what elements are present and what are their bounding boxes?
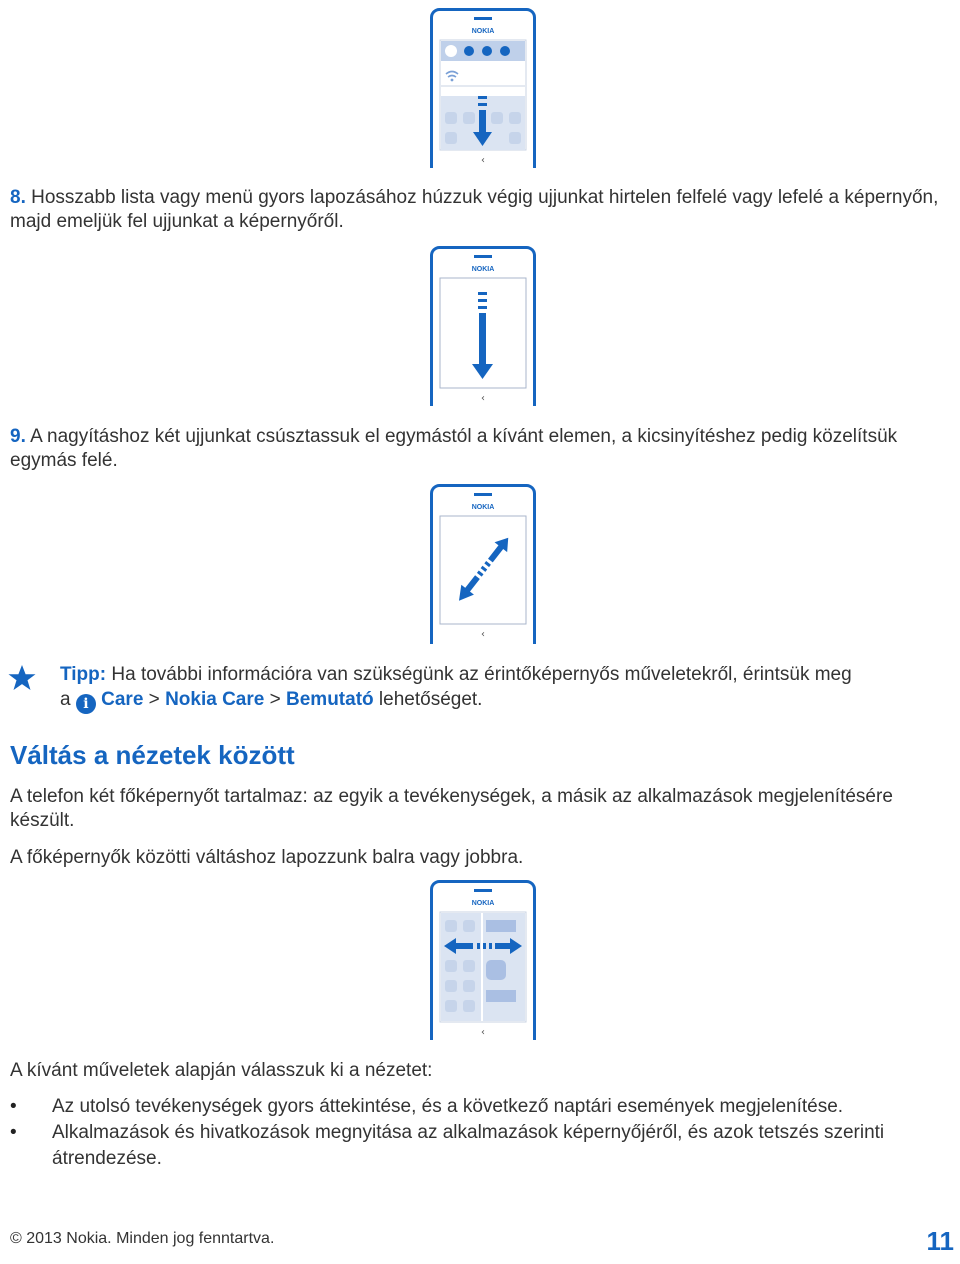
brand-label: NOKIA	[471, 504, 495, 511]
brand-label: NOKIA	[471, 900, 495, 907]
intro-paragraph: A telefon két főképernyőt tartalmaz: az egyik a tevékenységek, a másik az alkalmazások megjelenítésére készült.	[10, 786, 893, 831]
step-text: Hosszabb lista vagy menü gyors lapozásához húzzuk végig ujjunkat hirtelen felfelé vagy lefelé a képernyőn, majd emeljük fel ujjunkat a képernyőről.	[10, 187, 939, 232]
step-9-paragraph	[10, 425, 955, 473]
tip-text: Ha további információra van szükségünk az érintőképernyős műveletekről, érintsük meg	[111, 664, 852, 685]
menu-path-care: Care	[101, 689, 144, 710]
step-8-paragraph	[10, 186, 955, 234]
star-icon	[8, 664, 36, 692]
back-glyph: ‹	[481, 155, 485, 166]
phone-illustration-fast-scroll	[430, 246, 536, 406]
step-number: 8.	[10, 187, 26, 208]
swipe-paragraph: A főképernyők közötti váltáshoz lapozzunk balra vagy jobbra.	[10, 847, 524, 868]
info-icon: i	[76, 694, 96, 714]
list-item: • Alkalmazások és hivatkozások megnyitása az alkalmazások képernyőjéről, és azok tetszés szerinti átrendezése.	[10, 1120, 955, 1172]
page-number: 11	[926, 1226, 954, 1256]
tip-label: Tipp:	[60, 664, 107, 685]
view-options-list	[10, 1094, 955, 1172]
copyright-footer: © 2013 Nokia. Minden jog fenntartva.	[10, 1230, 275, 1247]
back-glyph: ‹	[481, 393, 485, 404]
step-text: A nagyításhoz két ujjunkat csúsztassuk el egymástól a kívánt elemen, a kicsinyítéshez pedig közelítsük egymás felé.	[10, 426, 898, 471]
back-glyph: ‹	[481, 629, 485, 640]
brand-label: NOKIA	[471, 28, 495, 35]
phone-illustration-switch-views	[430, 880, 536, 1040]
tip-suffix: lehetőséget.	[378, 689, 483, 710]
choose-view-paragraph: A kívánt műveletek alapján válasszuk ki a nézetet:	[10, 1060, 433, 1081]
list-item: • Az utolsó tevékenységek gyors áttekintése, és a következő naptári események megjelenítése.	[10, 1094, 955, 1120]
menu-path-bemutato: Bemutató	[286, 689, 374, 710]
back-glyph: ‹	[481, 1027, 485, 1038]
section-heading: Váltás a nézetek között	[10, 740, 295, 770]
tip-paragraph	[60, 662, 960, 714]
path-separator: >	[269, 689, 281, 710]
menu-path-nokia-care: Nokia Care	[165, 689, 265, 710]
phone-illustration-pinch-zoom	[430, 484, 536, 644]
phone-illustration-swipe-notifications	[430, 8, 536, 168]
step-number: 9.	[10, 426, 26, 447]
tip-prefix: a	[60, 689, 71, 710]
path-separator: >	[148, 689, 160, 710]
brand-label: NOKIA	[471, 266, 495, 273]
